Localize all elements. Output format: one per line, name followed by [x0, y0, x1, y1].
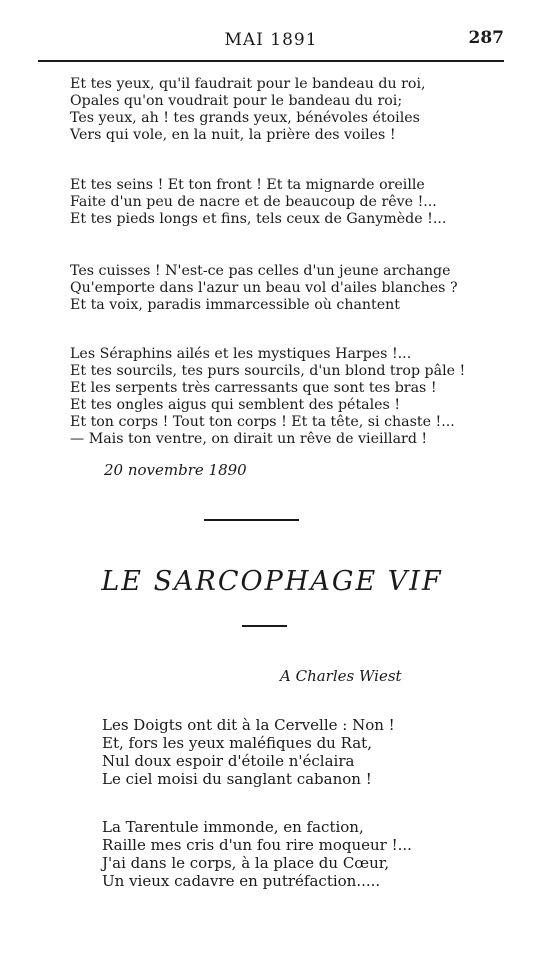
verse-line: Raille mes cris d'un fou rire moqueur !... — [102, 836, 412, 854]
verse-line: Et tes seins ! Et ton front ! Et ta mignarde oreille — [70, 177, 425, 193]
poem1-stanza-3 — [70, 263, 510, 314]
verse-line: Et tes ongles aigus qui semblent des pétales ! — [70, 397, 401, 413]
verse-line: Faite d'un peu de nacre et de beaucoup de rêve !... — [70, 194, 437, 210]
dedication: A Charles Wiest — [280, 667, 402, 685]
poem2-stanza-1 — [102, 716, 502, 788]
poem-date: 20 novembre 1890 — [104, 461, 247, 479]
page-number: 287 — [468, 28, 504, 48]
running-header-title: MAI 1891 — [224, 30, 318, 50]
header-rule — [38, 60, 504, 62]
verse-line: Nul doux espoir d'étoile n'éclaira — [102, 752, 355, 770]
verse-line: — Mais ton ventre, on dirait un rêve de vieillard ! — [70, 431, 428, 447]
verse-line: Vers qui vole, en la nuit, la prière des voiles ! — [70, 127, 396, 143]
verse-line: La Tarentule immonde, en faction, — [102, 818, 364, 836]
verse-line: Un vieux cadavre en putréfaction..... — [102, 872, 381, 890]
verse-line: Le ciel moisi du sanglant cabanon ! — [102, 770, 372, 788]
verse-line: Et tes pieds longs et fins, tels ceux de Ganymède !... — [70, 211, 447, 227]
verse-line: Et ta voix, paradis immarcessible où chantent — [70, 297, 400, 313]
verse-line: Et tes sourcils, tes purs sourcils, d'un blond trop pâle ! — [70, 363, 466, 379]
poem2-stanza-2 — [102, 818, 502, 890]
running-header — [38, 28, 504, 58]
title-rule — [242, 625, 287, 627]
verse-line: Et ton corps ! Tout ton corps ! Et ta tête, si chaste !... — [70, 414, 455, 430]
verse-line: Les Doigts ont dit à la Cervelle : Non ! — [102, 716, 395, 734]
verse-line: Tes cuisses ! N'est-ce pas celles d'un jeune archange — [70, 263, 451, 279]
poem1-stanza-1 — [70, 76, 510, 144]
poem1-stanza-4 — [70, 346, 510, 448]
verse-line: Et, fors les yeux maléfiques du Rat, — [102, 734, 372, 752]
verse-line: Opales qu'on voudrait pour le bandeau du roi; — [70, 93, 403, 109]
verse-line: Qu'emporte dans l'azur un beau vol d'ailes blanches ? — [70, 280, 458, 296]
verse-line: J'ai dans le corps, à la place du Cœur, — [102, 854, 390, 872]
poem-title: LE SARCOPHAGE VIF — [101, 566, 443, 597]
verse-line: Et les serpents très carressants que sont tes bras ! — [70, 380, 437, 396]
poem1-stanza-2 — [70, 177, 510, 228]
verse-line: Et tes yeux, qu'il faudrait pour le bandeau du roi, — [70, 76, 426, 92]
section-divider — [204, 519, 299, 521]
verse-line: Les Séraphins ailés et les mystiques Harpes !... — [70, 346, 412, 362]
verse-line: Tes yeux, ah ! tes grands yeux, bénévoles étoiles — [70, 110, 420, 126]
